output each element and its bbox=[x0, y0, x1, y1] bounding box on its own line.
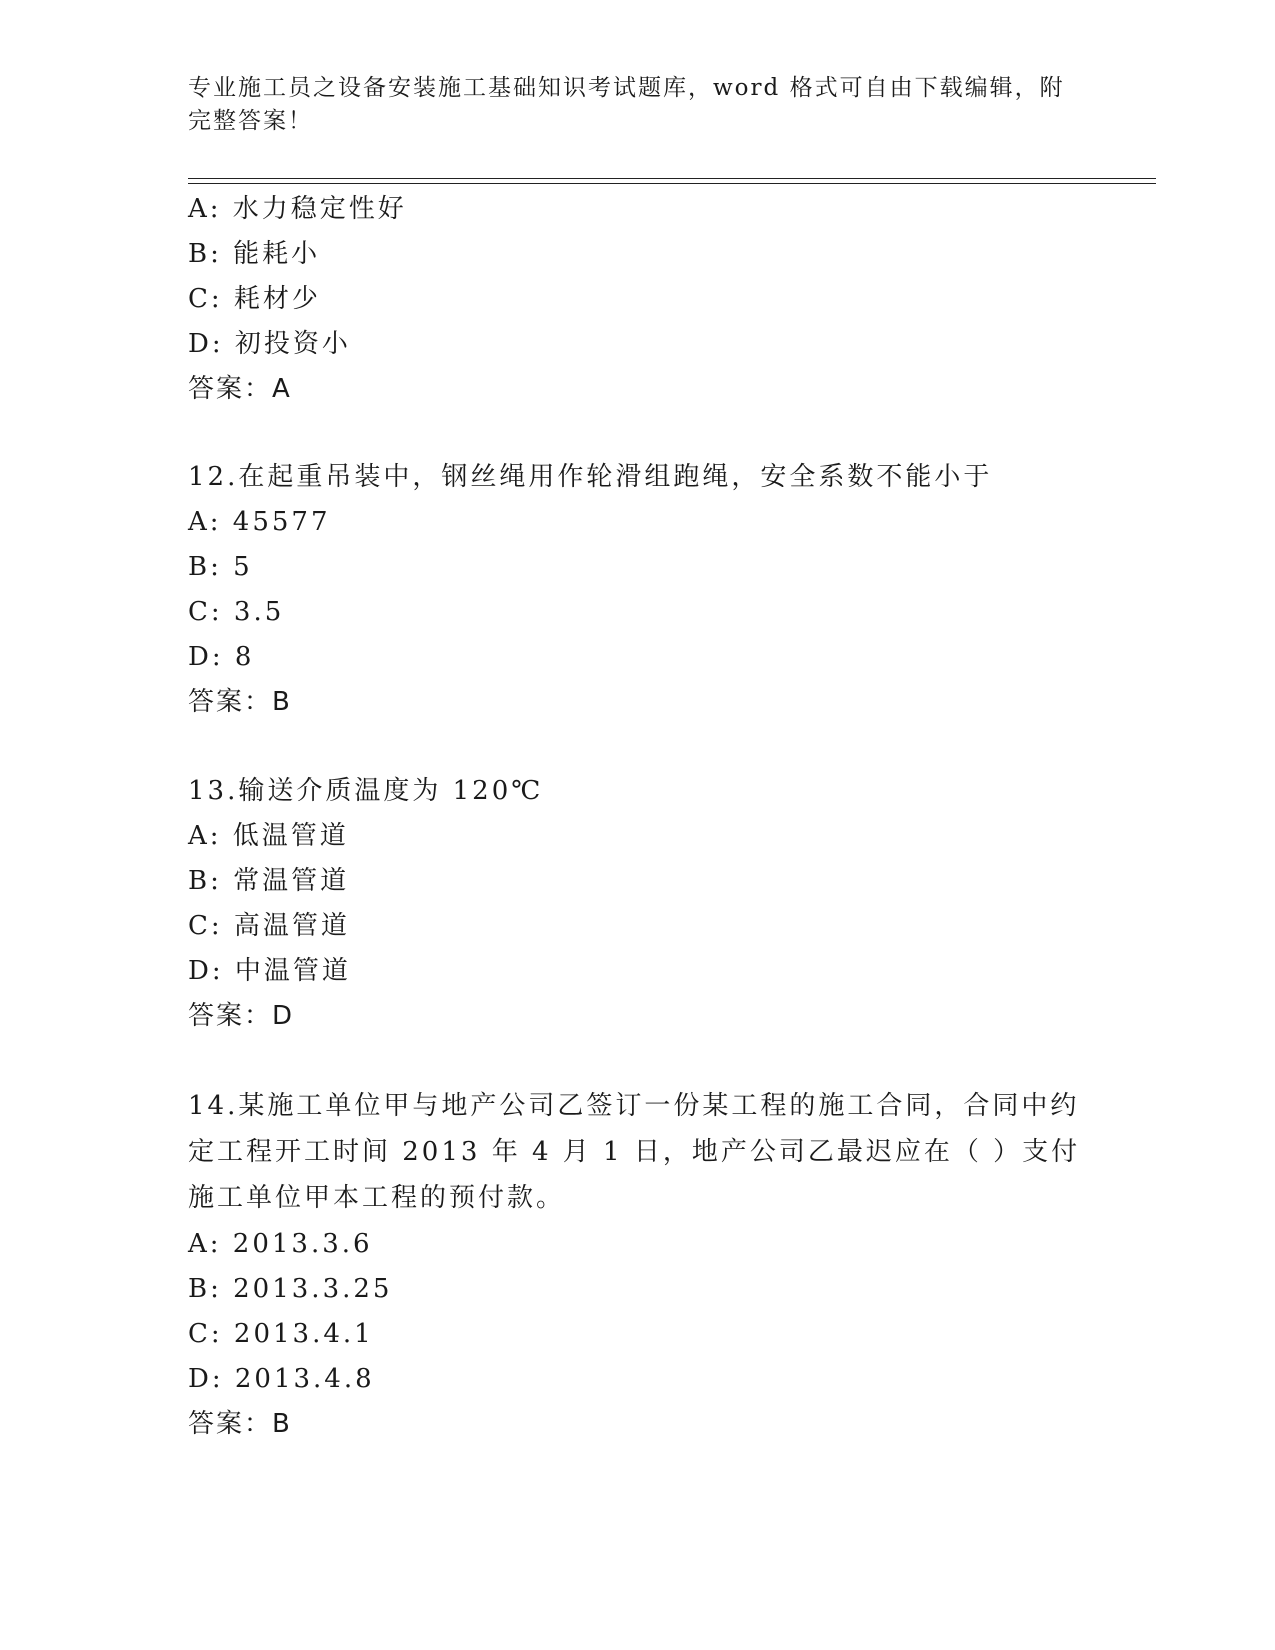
header-divider-top bbox=[188, 178, 1156, 179]
q12-option-d: D: 8 bbox=[188, 642, 255, 672]
q14-option-d: D: 2013.4.8 bbox=[188, 1364, 375, 1394]
q12-option-c: C: 3.5 bbox=[188, 597, 285, 627]
q13-answer: 答案：D bbox=[188, 1001, 295, 1031]
q12-question: 12.在起重吊装中，钢丝绳用作轮滑组跑绳，安全系数不能小于 bbox=[188, 462, 993, 492]
q13-option-a: A: 低温管道 bbox=[188, 821, 349, 851]
q13-question: 13.输送介质温度为 120℃ bbox=[188, 776, 544, 806]
q14-option-c: C: 2013.4.1 bbox=[188, 1319, 374, 1349]
q11-option-d: D: 初投资小 bbox=[188, 329, 351, 359]
q13-option-c: C: 高温管道 bbox=[188, 911, 350, 941]
document-header: 专业施工员之设备安装施工基础知识考试题库，word 格式可自由下载编辑，附完整答案！ bbox=[188, 75, 1065, 134]
q14-answer: 答案：B bbox=[188, 1409, 292, 1439]
q14-option-a: A: 2013.3.6 bbox=[188, 1229, 373, 1259]
q13-option-b: B: 常温管道 bbox=[188, 866, 350, 896]
q11-answer: 答案：A bbox=[188, 374, 292, 404]
q13-option-d: D: 中温管道 bbox=[188, 956, 351, 986]
header-divider-bottom bbox=[188, 183, 1156, 184]
q12-answer: 答案：B bbox=[188, 687, 292, 717]
q11-option-b: B: 能耗小 bbox=[188, 239, 321, 269]
q11-option-a: A: 水力稳定性好 bbox=[188, 194, 407, 224]
q11-option-c: C: 耗材少 bbox=[188, 284, 321, 314]
q12-option-a: A: 45577 bbox=[188, 507, 331, 537]
q14-option-b: B: 2013.3.25 bbox=[188, 1274, 393, 1304]
q12-option-b: B: 5 bbox=[188, 552, 253, 582]
q14-question: 14.某施工单位甲与地产公司乙签订一份某工程的施工合同，合同中约定工程开工时间 2013 年 4 月 1 日，地产公司乙最迟应在（ ）支付施工单位甲本工程的预付款。 bbox=[188, 1091, 1081, 1213]
